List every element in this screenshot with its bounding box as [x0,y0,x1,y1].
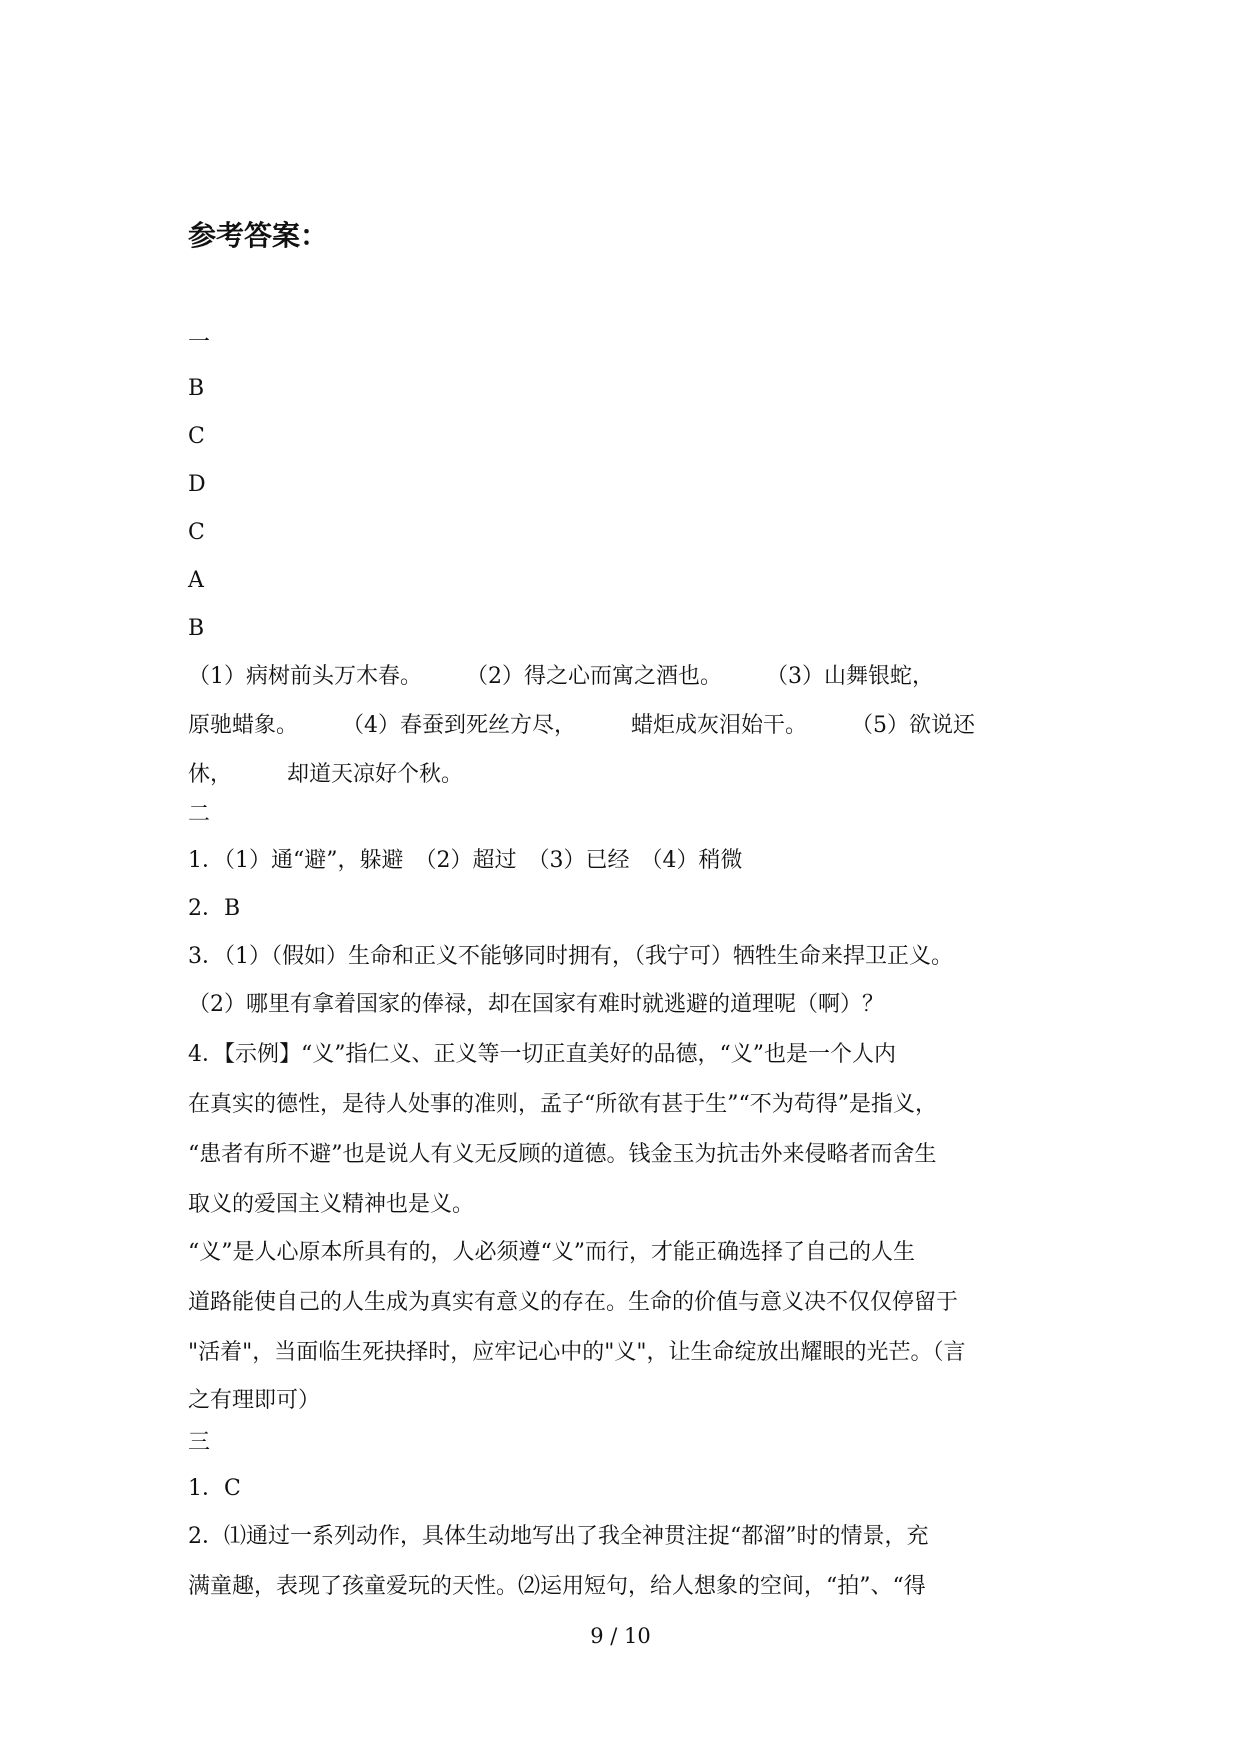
section-marker-one: 一 [188,330,211,355]
answer-line: 4．【示例】“义”指仁义、正义等一切正直美好的品德，“义”也是一个人内 [188,1042,896,1067]
answer-line: 2．B [188,896,241,921]
answer-line: 在真实的德性，是待人处事的准则，孟子“所欲有甚于生”“不为苟得”是指义， [188,1092,937,1117]
section-marker-two: 二 [188,802,211,827]
answer-line: 休， 却道天凉好个秋。 [188,762,464,787]
answer-line: （1）病树前头万木春。 （2）得之心而寓之酒也。 （3）山舞银蛇， [188,664,934,689]
page-number: 9 / 10 [590,1624,651,1648]
answer-line: 1．C [188,1476,241,1501]
answer-line: "活着"，当面临生死抉择时，应牢记心中的"义"，让生命绽放出耀眼的光芒。（言 [188,1340,966,1365]
answer-line: D [188,472,206,497]
answer-line: 3．（1）（假如）生命和正义不能够同时拥有，（我宁可）牺牲生命来捍卫正义。 [188,944,953,969]
answer-line: 之有理即可） [188,1388,321,1413]
answer-line: C [188,424,205,449]
answer-line: 道路能使自己的人生成为真实有意义的存在。生命的价值与意义决不仅仅停留于 [188,1290,959,1315]
answer-line: B [188,376,205,401]
answer-heading: 参考答案： [188,219,329,252]
answer-line: 1．（1）通“避”，躲避 （2）超过 （3）已经 （4）稍微 [188,848,743,873]
answer-line: （2）哪里有拿着国家的俸禄，却在国家有难时就逃避的道理呢（啊）？ [188,992,884,1017]
answer-line: B [188,616,205,641]
answer-line: C [188,520,205,545]
section-marker-three: 三 [188,1430,211,1455]
answer-line: 原驰蜡象。 （4）春蚕到死丝方尽， 蜡炬成灰泪始干。 （5）欲说还 [188,713,975,738]
answer-line: A [188,568,204,593]
answer-line: “患者有所不避”也是说人有义无反顾的道德。钱金玉为抗击外来侵略者而舍生 [188,1142,937,1167]
answer-line: 满童趣，表现了孩童爱玩的天性。⑵运用短句，给人想象的空间，“拍”、“得 [188,1574,926,1599]
answer-line: “义”是人心原本所具有的，人必须遵“义”而行，才能正确选择了自己的人生 [188,1240,915,1265]
answer-line: 取义的爱国主义精神也是义。 [188,1192,475,1217]
answer-line: 2．⑴通过一系列动作，具体生动地写出了我全神贯注捉“都溜”时的情景，充 [188,1524,929,1549]
